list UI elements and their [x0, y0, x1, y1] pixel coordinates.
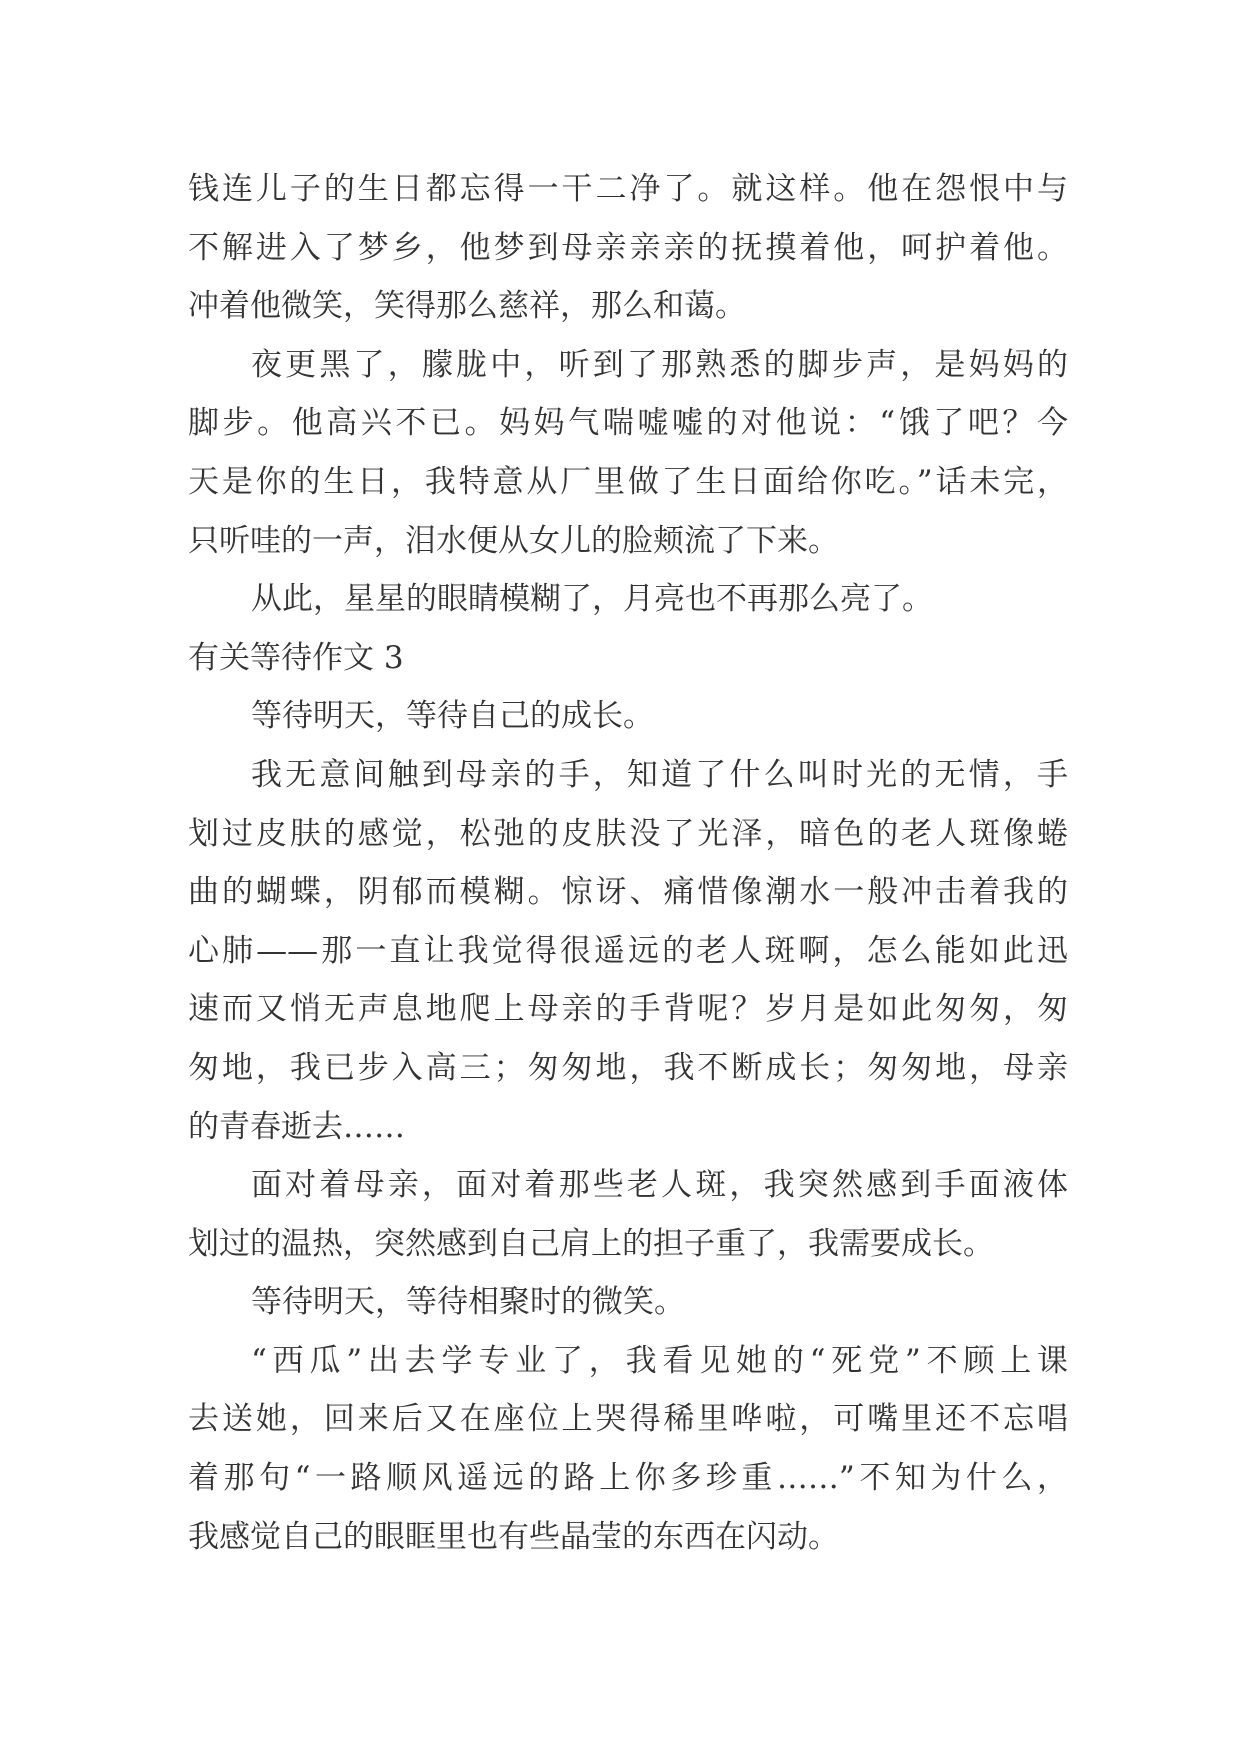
text-line: 天是你的生日，我特意从厂里做了生日面给你吃。”话未完，: [188, 463, 1068, 500]
document-body: [188, 160, 1068, 1566]
text-line: 心肺——那一直让我觉得很遥远的老人斑啊，怎么能如此迅: [188, 932, 1068, 969]
text-line: 夜更黑了，朦胧中，听到了那熟悉的脚步声，是妈妈的: [251, 346, 1068, 383]
text-line: 划过的温热，突然感到自己肩上的担子重了，我需要成长。: [188, 1225, 994, 1262]
text-line: 等待明天，等待相聚时的微笑。: [251, 1284, 685, 1321]
text-line: 冲着他微笑，笑得那么慈祥，那么和蔼。: [188, 288, 746, 325]
text-line: 匆地，我已步入高三；匆匆地，我不断成长；匆匆地，母亲: [188, 1049, 1068, 1086]
text-line: 我感觉自己的眼眶里也有些晶莹的东西在闪动。: [188, 1518, 839, 1555]
text-line: 等待明天，等待自己的成长。: [251, 698, 654, 735]
text-line: 只听哇的一声，泪水便从女儿的脸颊流了下来。: [188, 522, 839, 559]
text-line: 着那句“一路顺风遥远的路上你多珍重……”不知为什么，: [188, 1460, 1068, 1497]
text-line: 我无意间触到母亲的手，知道了什么叫时光的无情，手: [251, 756, 1068, 793]
text-line: 不解进入了梦乡，他梦到母亲亲亲的抚摸着他，呵护着他。: [188, 229, 1068, 266]
text-line: “西瓜”出去学专业了，我看见她的“死党”不顾上课: [251, 1342, 1068, 1379]
text-line: 曲的蝴蝶，阴郁而模糊。惊讶、痛惜像潮水一般冲击着我的: [188, 874, 1068, 911]
text-line: 划过皮肤的感觉，松弛的皮肤没了光泽，暗色的老人斑像蜷: [188, 815, 1068, 852]
text-line: 去送她，回来后又在座位上哭得稀里哗啦，可嘴里还不忘唱: [188, 1401, 1068, 1438]
section-heading: 有关等待作文 3: [188, 639, 404, 676]
text-line: 的青春逝去……: [188, 1108, 405, 1145]
text-line: 面对着母亲，面对着那些老人斑，我突然感到手面液体: [251, 1167, 1068, 1204]
text-line: 速而又悄无声息地爬上母亲的手背呢？岁月是如此匆匆，匆: [188, 991, 1068, 1028]
text-line: 钱连儿子的生日都忘得一干二净了。就这样。他在怨恨中与: [188, 171, 1068, 207]
text-line: 脚步。他高兴不已。妈妈气喘嘘嘘的对他说：“饿了吧？今: [188, 405, 1068, 442]
text-line: 从此，星星的眼睛模糊了，月亮也不再那么亮了。: [251, 581, 933, 618]
